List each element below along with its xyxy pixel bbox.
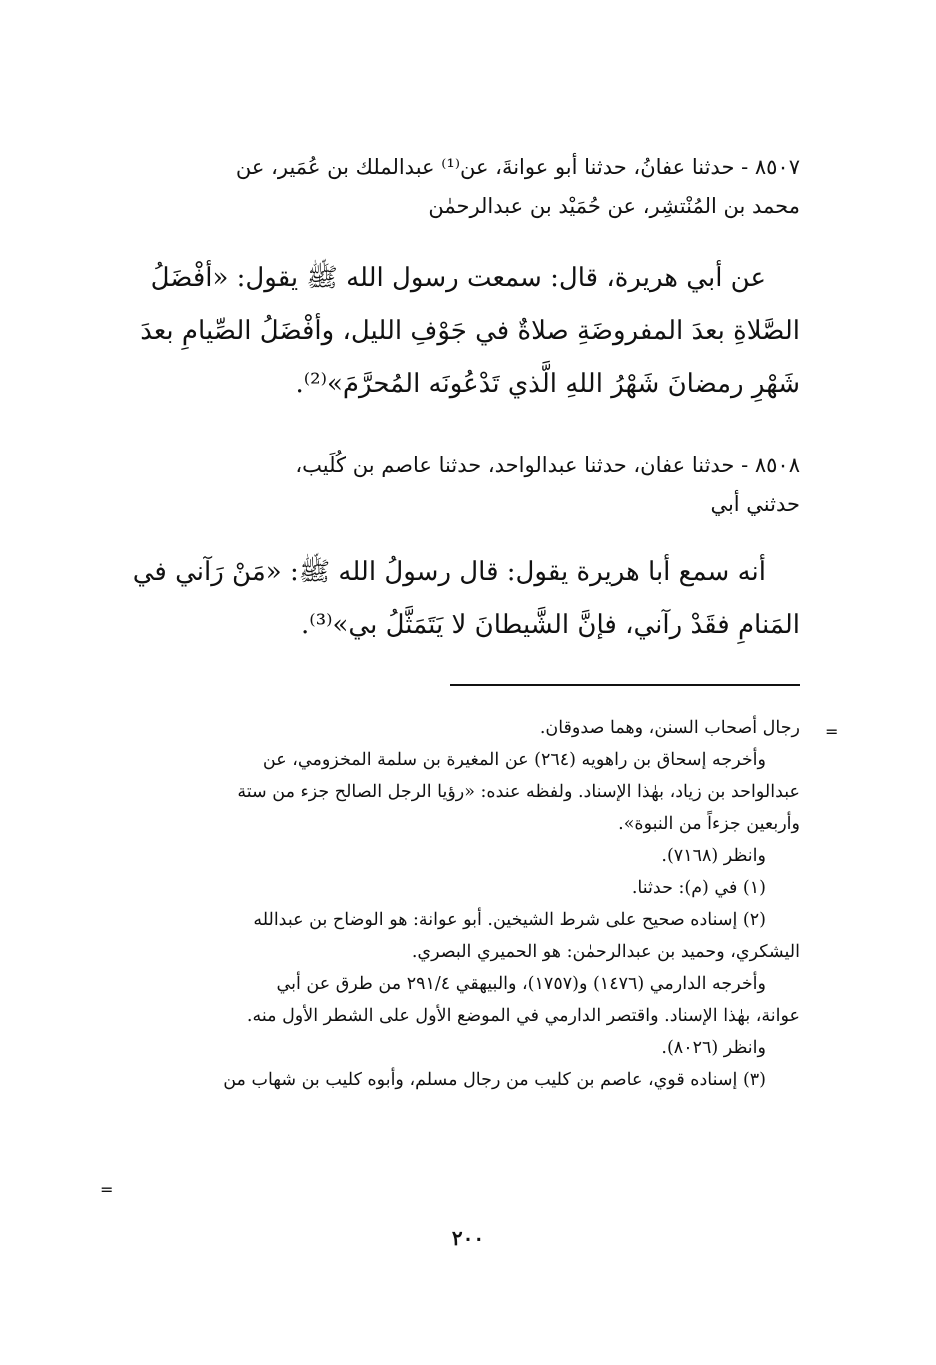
text-line: شَهْرِ رمضانَ شَهْرُ اللهِ الَّذي تَدْعُونَه المُحرَّمَ»⁽²⁾. — [295, 369, 800, 399]
footnote-separator — [450, 684, 800, 686]
footnote-1: (١) في (م): حدثنا. — [631, 878, 766, 898]
text-line: ٨٥٠٨ - حدثنا عفان، حدثنا عبدالواحد، حدثنا عاصم بن كُلَيب، — [295, 453, 800, 477]
text-line: أنه سمع أبا هريرة يقول: قال رسولُ الله ﷺ: «مَنْ رَآني في — [132, 557, 766, 587]
text-line: حدثني أبي — [710, 492, 800, 516]
footnote-line: وأخرجه إسحاق بن راهويه (٢٦٤) عن المغيرة بن سلمة المخزومي، عن — [262, 750, 766, 770]
text-line: محمد بن المُنْتشِر، عن حُمَيْد بن عبدالرحمٰن — [428, 194, 800, 218]
footnote-2: (٢) إسناده صحيح على شرط الشيخين. أبو عوانة: هو الوضاح بن عبدالله — [253, 910, 766, 930]
page-number: ٢٠٠ — [451, 1226, 485, 1250]
hadith-8507-matn — [100, 252, 800, 411]
footnote-line: رجال أصحاب السنن، وهما صدوقان. — [539, 718, 800, 738]
text-line: الصَّلاةِ بعدَ المفروضَةِ صلاةٌ في جَوْفِ الليل، وأفْضَلُ الصِّيامِ بعدَ — [140, 316, 800, 346]
text-line: ٨٥٠٧ - حدثنا عفانُ، حدثنا أبو عوانةَ، عن⁽¹⁾ عبدالملك بن عُمَير، عن — [235, 155, 800, 179]
footnote-line: عوانة، بهٰذا الإسناد. واقتصر الدارمي في الموضع الأول على الشطر الأول منه. — [246, 1006, 800, 1026]
text-line: المَنامِ فقَدْ رآني، فإنَّ الشَّيطانَ لا يَتَمَثَّلُ بي»⁽³⁾. — [301, 610, 800, 640]
hadith-8507-isnad — [100, 148, 800, 226]
footnote-line: عبدالواحد بن زياد، بهٰذا الإسناد. ولفظه عنده: «رؤيا الرجل الصالح جزء من ستة — [237, 782, 800, 802]
footnote-line: وأربعين جزءاً من النبوة». — [618, 814, 800, 834]
footnote-line: اليشكري، وحميد بن عبدالرحمٰن: هو الحميري البصري. — [411, 942, 800, 962]
hadith-8508-isnad — [100, 446, 800, 524]
hadith-8508-matn — [100, 546, 800, 652]
continuation-mark: = — [825, 722, 839, 741]
footnote-line: وانظر (٨٠٢٦). — [661, 1038, 766, 1058]
footnote-line: وأخرجه الدارمي (١٤٧٦) و(١٧٥٧)، والبيهقي ٢٩١/٤ من طرق عن أبي — [276, 974, 766, 994]
footnotes — [100, 712, 800, 1096]
footnote-line: وانظر (٧١٦٨). — [661, 846, 766, 866]
footnote-3: (٣) إسناده قوي، عاصم بن كليب من رجال مسلم، وأبوه كليب بن شهاب من — [223, 1070, 766, 1090]
text-line: عن أبي هريرة، قال: سمعت رسول الله ﷺ يقول: «أفْضَلُ — [150, 263, 766, 293]
continuation-mark-bottom: = — [100, 1180, 114, 1199]
